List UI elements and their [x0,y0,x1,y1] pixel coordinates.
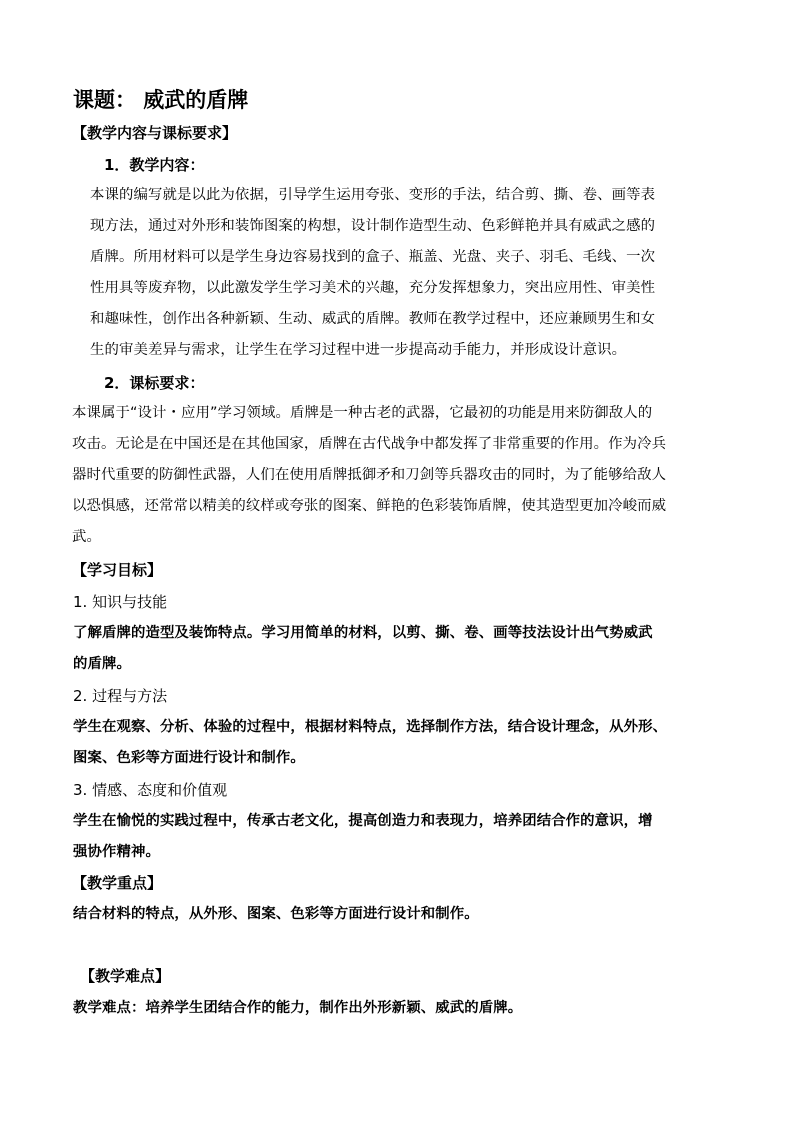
objective-heading-knowledge: 1. 知识与技能 [73,593,168,611]
paragraph-line: 生的审美差异与需求，让学生在学习过程中进一步提高动手能力，并形成设计意识。 [90,342,627,358]
subheading-curriculum-standards: 2．课标要求： [104,374,205,392]
paragraph-line: 以恐惧感，还常常以精美的纹样或夸张的图案、鲜艳的色彩装饰盾牌，使其造型更加冷峻而威 [72,498,667,514]
paragraph-line: 强协作精神。 [73,844,160,860]
paragraph-line: 器时代重要的防御性武器，人们在使用盾牌抵御矛和刀剑等兵器攻击的同时，为了能够给敌人 [72,467,667,483]
paragraph-line: 学生在愉悦的实践过程中，传承古老文化，提高创造力和表现力，培养团结合作的意识，增 [73,813,653,829]
paragraph-line: 现方法，通过对外形和装饰图案的构想，设计制作造型生动、色彩鲜艳并具有威武之感的 [90,218,656,234]
section-heading-difficulties: 【教学难点】 [80,967,171,985]
paragraph-line: 的盾牌。 [73,656,131,672]
paragraph-line: 和趣味性，创作出各种新颖、生动、威武的盾牌。教师在教学过程中，还应兼顾男生和女 [90,311,656,327]
paragraph-line: 教学难点：培养学生团结合作的能力，制作出外形新颖、威武的盾牌。 [73,1000,523,1016]
paragraph-line: 图案、色彩等方面进行设计和制作。 [73,750,305,766]
paragraph-line: 武。 [72,529,101,545]
paragraph-line: 学生在观察、分析、体验的过程中，根据材料特点，选择制作方法，结合设计理念，从外形、 [73,719,668,735]
paragraph-line: 了解盾牌的造型及装饰特点。学习用简单的材料，以剪、撕、卷、画等技法设计出气势威武 [73,625,653,641]
objective-heading-emotion: 3. 情感、态度和价值观 [73,781,228,799]
paragraph-line: 性用具等废弃物，以此激发学生学习美术的兴趣，充分发挥想象力，突出应用性、审美性 [90,280,656,296]
section-heading-objectives: 【学习目标】 [72,561,163,579]
paragraph-line: 盾牌。所用材料可以是学生身边容易找到的盒子、瓶盖、光盘、夹子、羽毛、毛线、一次 [90,249,656,265]
paragraph-line: 结合材料的特点，从外形、图案、色彩等方面进行设计和制作。 [73,906,479,922]
paragraph-line: 攻击。无论是在中国还是在其他国家，盾牌在古代战争中都发挥了非常重要的作用。作为冷兵 [72,436,667,452]
section-heading-key-points: 【教学重点】 [72,874,163,892]
subheading-teaching-content: 1．教学内容： [104,156,205,174]
lesson-title: 课题： 威武的盾牌 [73,88,249,112]
objective-heading-process: 2. 过程与方法 [73,687,168,705]
paragraph-line: 本课属于“设计・应用”学习领域。盾牌是一种古老的武器，它最初的功能是用来防御敌人的 [72,405,653,421]
section-heading-content-standards: 【教学内容与课标要求】 [72,124,238,142]
paragraph-line: 本课的编写就是以此为依据，引导学生运用夸张、变形的手法，结合剪、撕、卷、画等表 [90,187,656,203]
